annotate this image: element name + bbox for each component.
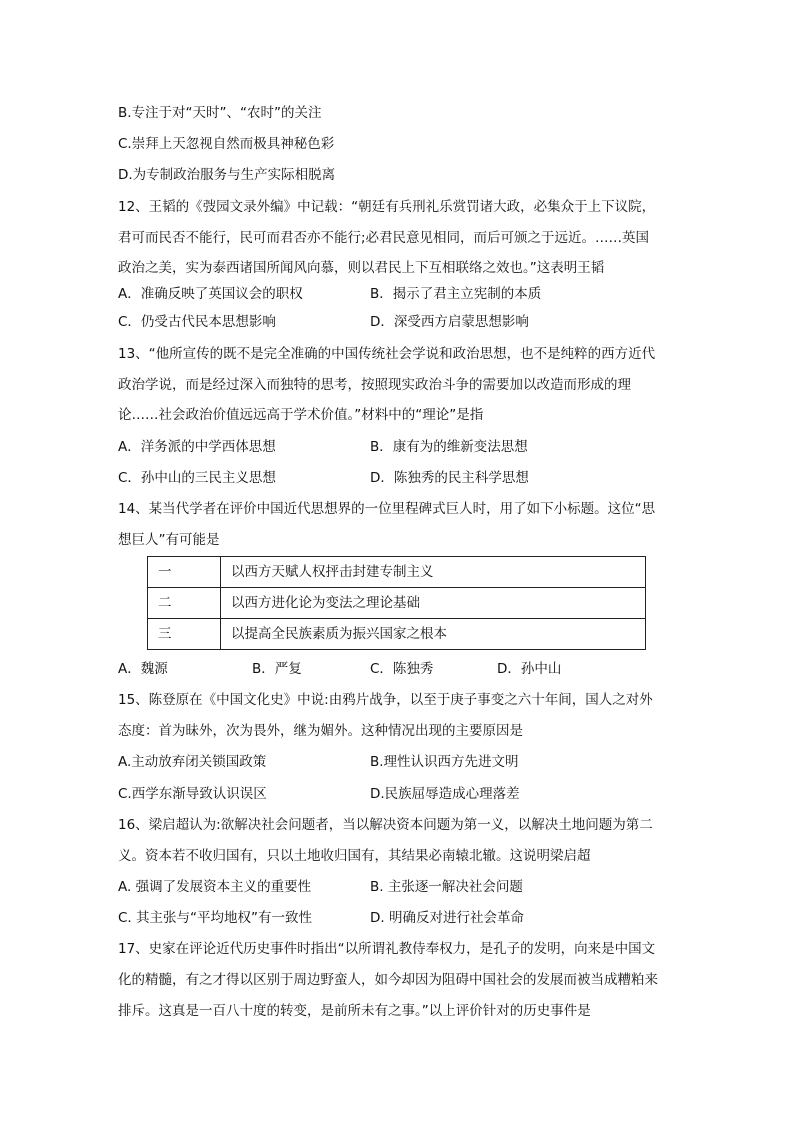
- q12-stem-line-1: 12、王韬的《弢园文录外编》中记载：“朝廷有兵刑礼乐赏罚诸大政，必集众于上下议院，: [118, 199, 656, 215]
- q15-stem-line-2: 态度：首为昧外，次为畏外，继为媚外。这种情况出现的主要原因是: [118, 723, 523, 739]
- q13-stem-line-2: 政治学说，而是经过深入而独特的思考，按照现实政治斗争的需要加以改造而形成的理: [118, 377, 631, 393]
- q11-option-d: D.为专制政治服务与生产实际相脱离: [118, 167, 336, 183]
- q13-option-d: D．陈独秀的民主科学思想: [370, 470, 529, 486]
- q16-option-a: A. 强调了发展资本主义的重要性: [118, 879, 312, 895]
- q12-option-c: C．仍受古代民本思想影响: [118, 314, 276, 330]
- q14-option-a: A．魏源: [118, 661, 168, 677]
- q16-stem-line-2: 义。资本若不收归国有，只以土地收归国有，其结果必南辕北辙。这说明梁启超: [118, 848, 591, 864]
- table-row-number: 一: [148, 557, 221, 588]
- q13-option-a: A．洋务派的中学西体思想: [118, 439, 276, 455]
- q14-title-table: [147, 556, 646, 650]
- table-row-number: 三: [148, 619, 221, 650]
- q12-option-b: B．揭示了君主立宪制的本质: [370, 286, 542, 302]
- q11-option-c: C.崇拜上天忽视自然而极具神秘色彩: [118, 136, 335, 152]
- q16-option-c: C. 其主张与“平均地权”有一致性: [118, 910, 312, 926]
- q12-stem-line-2: 君可而民否不能行，民可而君否亦不能行;必君民意见相同，而后可颁之于远近。……英国: [118, 230, 650, 246]
- q16-stem-line-1: 16、梁启超认为:欲解决社会问题者，当以解决资本问题为第一义，以解决土地问题为第二: [118, 817, 653, 833]
- table-row-text: 以提高全民族素质为振兴国家之根本: [221, 619, 646, 650]
- q15-stem-line-1: 15、陈登原在《中国文化史》中说:由鸦片战争，以至于庚子事变之六十年间，国人之对外: [118, 692, 653, 708]
- q15-option-b: B.理性认识西方先进文明: [370, 754, 519, 770]
- q15-option-c: C.西学东渐导致认识误区: [118, 786, 267, 802]
- q13-option-b: B．康有为的维新变法思想: [370, 439, 528, 455]
- q17-stem-line-2: 化的精髓，有之才得以区别于周边野蛮人，如今却因为阻碍中国社会的发展而被当成糟粕来: [118, 972, 658, 988]
- q17-stem-line-3: 排斥。这真是一百八十度的转变，是前所未有之事。”以上评价针对的历史事件是: [118, 1003, 591, 1019]
- q14-option-d: D．孙中山: [497, 661, 562, 677]
- q13-stem-line-3: 论……社会政治价值远远高于学术价值。”材料中的“理论”是指: [118, 407, 484, 423]
- q13-option-c: C．孙中山的三民主义思想: [118, 470, 276, 486]
- q14-option-c: C．陈独秀: [370, 661, 434, 677]
- q16-option-d: D. 明确反对进行社会革命: [370, 910, 524, 926]
- q12-option-a: A．准确反映了英国议会的职权: [118, 286, 303, 302]
- q11-option-b: B.专注于对“天时”、“农时”的关注: [118, 105, 322, 121]
- table-row-text: 以西方进化论为变法之理论基础: [221, 588, 646, 619]
- q13-stem-line-1: 13、“他所宣传的既不是完全准确的中国传统社会学说和政治思想，也不是纯粹的西方近代: [118, 346, 656, 362]
- table-row: [148, 557, 646, 588]
- q15-option-d: D.民族屈辱造成心理落差: [370, 786, 520, 802]
- table-row-text: 以西方天赋人权抨击封建专制主义: [221, 557, 646, 588]
- table-row: [148, 619, 646, 650]
- table-row: [148, 588, 646, 619]
- table-row-number: 二: [148, 588, 221, 619]
- q14-stem-line-1: 14、某当代学者在评价中国近代思想界的一位里程碑式巨人时，用了如下小标题。这位“思: [118, 501, 656, 517]
- q17-stem-line-1: 17、史家在评论近代历史事件时指出“以所谓礼教侍奉权力，是孔子的发明，向来是中国文: [118, 941, 656, 957]
- q12-option-d: D．深受西方启蒙思想影响: [370, 314, 529, 330]
- q12-stem-line-3: 政治之美，实为泰西诸国所闻风向慕，则以君民上下互相联络之效也。”这表明王韬: [118, 260, 605, 276]
- q15-option-a: A.主动放弃闭关锁国政策: [118, 754, 267, 770]
- q14-option-b: B．严复: [252, 661, 302, 677]
- q16-option-b: B. 主张逐一解决社会问题: [370, 879, 523, 895]
- q14-stem-line-2: 想巨人”有可能是: [118, 532, 220, 548]
